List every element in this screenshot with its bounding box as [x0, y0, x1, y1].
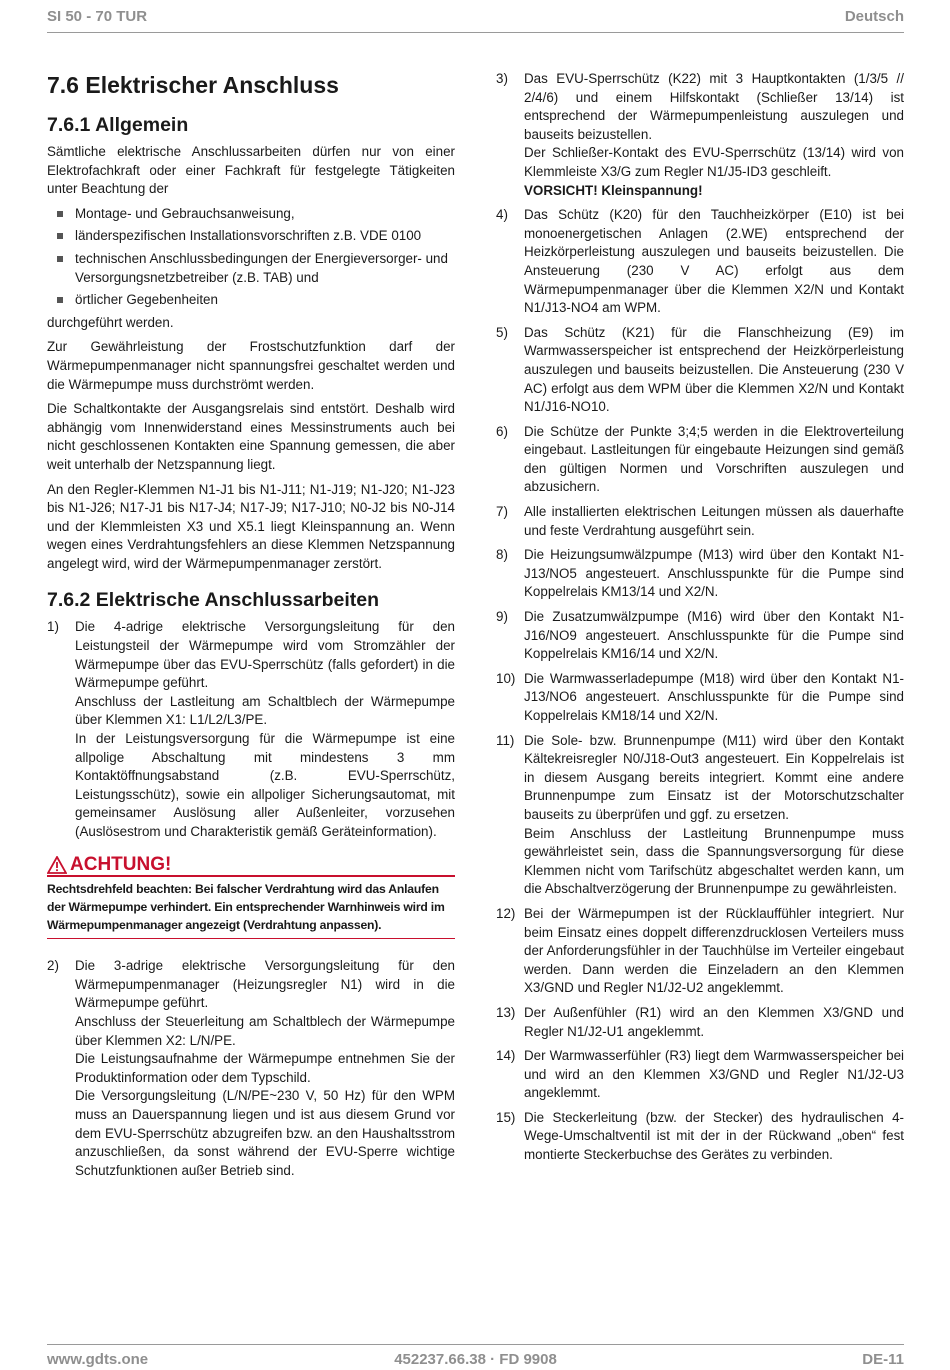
warning-box: [47, 853, 455, 940]
paragraph-frostschutz: Zur Gewährleistung der Frostschutzfunktion darf der Wärmepumpenmanager nicht spannungsfrei geschaltet werden und die Wärmepumpe muss durchströmt werden.: [47, 339, 455, 392]
list-item-13: 13) Der Außenfühler (R1) wird an den Klemmen X3/GND und Regler N1/J2-U1 angeklemmt.: [496, 1004, 904, 1039]
bullet-square-icon: [57, 233, 63, 239]
page-number: DE-11: [862, 1351, 904, 1368]
bullet-square-icon: [57, 297, 63, 303]
warning-text: Rechtsdrehfeld beachten: Bei falscher Verdrahtung wird das Anlaufen der Wärmepumpe verhindert. Ein entsprechender Warnhinweis wird im Wärmepumpenmanager angezeigt (Verdrahtung anpassen).: [47, 882, 445, 933]
list-item-11: 11) Die Sole- bzw. Brunnenpumpe (M11) wird über den Kontakt Kältekreisregler N0/J18-Out3 angesteuert. Ein Koppelrelais ist in diesem Ausgang bereits integriert. Kommt eine andere Brunnenpumpe zum Einsatz ist der Motorschutzschalter bauseits zu überprüfen und ggf. zu ersetzen. Beim Anschluss der Lastleitung Brunnenpumpe muss gewährleistet sein, dass die Spannungsversorgung für diese Klemmen nicht vom Tarifschütz abgeschaltet werden kann, um die Abschaltverzögerung der Brunnenpumpe zu gewährleisten.: [496, 732, 904, 897]
model-label: SI 50 - 70 TUR: [47, 8, 148, 25]
bullet-square-icon: [57, 211, 63, 217]
page-footer: [47, 1344, 904, 1369]
list-item-6: 6) Die Schütze der Punkte 3;4;5 werden in die Elektroverteilung eingebaut. Lastleitungen für eingebaute Heizungen sind gemäß den gültigen Normen und Vorschriften auszulegen und abzusichern.: [496, 423, 904, 495]
warning-triangle-icon: [47, 856, 67, 874]
right-column: [496, 70, 904, 1171]
paragraph-kleinspannung: An den Regler-Klemmen N1-J1 bis N1-J11; N1-J19; N1-J20; N1-J23 bis N1-J26; N17-J1 bis N17-J4; N17-J9; N17-J10; N0-J2 bis N0-J14 und der Klemmleisten X3 und X5.1 liegt Kleinspannung an. Wenn wegen eines Verdrahtungsfehlers an diese Klemmen Netzspannung angelegt wird, wird der Wärmepumpenmanager zerstört.: [47, 481, 455, 571]
list-item-7: 7) Alle installierten elektrischen Leitungen müssen als dauerhafte und feste Verdrahtung ausgeführt sein.: [496, 504, 904, 538]
language-label: Deutsch: [844, 8, 904, 25]
left-column: [47, 70, 455, 1186]
list-item-2: 2) Die 3-adrige elektrische Versorgungsleitung für den Wärmepumpenmanager (Heizungsregler N1) wird in die Wärmepumpe geführt. Anschluss der Steuerleitung am Schaltblech der Wärmepumpe über Klemmen X2: L/N/PE. Die Leistungsaufnahme der Wärmepumpe entnehmen Sie der Produktinformation oder dem Typschild. Die Versorgungsleitung (L/N/PE~230 V, 50 Hz) für den WPM muss an Dauerspannung liegen und ist aus diesem Grund vor dem EVU-Sperrschütz abzugreifen bzw. an den Haushaltsstrom anzuschließen, da sonst während der EVU-Sperre wichtige Schutzfunktionen außer Betrieb sind.: [47, 958, 455, 1178]
bullet-item: länderspezifischen Installationsvorschriften z.B. VDE 0100: [47, 227, 455, 246]
list-item-8: 8) Die Heizungsumwälzpumpe (M13) wird über den Kontakt N1-J13/NO5 angesteuert. Anschlusspunkte für die Pumpe sind Koppelrelais KM13/14 und X2/N.: [496, 547, 904, 600]
bullet-closing-text: durchgeführt werden.: [47, 314, 174, 330]
caution-text: VORSICHT! Kleinspannung!: [524, 182, 703, 198]
section-title: 7.6 Elektrischer Anschluss: [47, 72, 339, 98]
bullet-item: technischen Anschlussbedingungen der Energieversorger- und Versorgungsnetzbetreiber (z.B. TAB) und: [47, 250, 455, 287]
bullet-square-icon: [57, 256, 63, 262]
bullet-item: örtlicher Gegebenheiten: [47, 291, 455, 310]
page-header: [47, 8, 904, 33]
list-item-9: 9) Die Zusatzumwälzpumpe (M16) wird über den Kontakt N1-J16/NO9 angesteuert. Anschlusspunkte für die Pumpe sind Koppelrelais KM16/14 und X2/N.: [496, 609, 904, 662]
list-item-3: 3) Das EVU-Sperrschütz (K22) mit 3 Hauptkontakten (1/3/5 // 2/4/6) und einem Hilfskontakt (Schließer 13/14) ist entsprechend der Wärmepumpenleistung auszulegen und bauseits beizustellen. Der Schließer-Kontakt des EVU-Sperrschütz (13/14) wird von Klemmleiste X3/G zum Regler N1/J5-ID3 geschleift. VORSICHT! Kleinspannung!: [496, 70, 904, 200]
website-link[interactable]: www.gdts.one: [47, 1351, 149, 1368]
document-number: 452237.66.38 · FD 9908: [394, 1351, 557, 1368]
warning-title: ACHTUNG!: [70, 853, 172, 875]
bullet-item: Montage- und Gebrauchsanweisung,: [47, 205, 455, 224]
subsection-title-anschlussarbeiten: 7.6.2 Elektrische Anschlussarbeiten: [47, 589, 380, 612]
subsection-title-allgemein: 7.6.1 Allgemein: [47, 114, 189, 136]
list-item-4: 4) Das Schütz (K20) für den Tauchheizkörper (E10) ist bei monoenergetischen Anlagen (2.WE) entsprechend der Heizkörperleistung auszulegen und bauseits beizustellen. Die Ansteuerung (230 V AC) erfolgt aus dem Wärmepumpenmanager über die Klemmen X2/N und Kontakt N1/J13-NO4 am WPM.: [496, 207, 904, 316]
list-item-15: 15) Die Steckerleitung (bzw. der Stecker) des hydraulischen 4-Wege-Umschaltventil ist mit der in der Rückwand „oben“ fest montierte Steckerbuchse des Gerätes zu verbinden.: [496, 1109, 904, 1163]
list-item-12: 12) Bei der Wärmepumpen ist der Rücklauffühler integriert. Nur beim Einsatz eines doppelt differenzdrucklosen Verteilers muss der Anforderungsfühler in der Tauchhülse im Verteiler eingebaut werden. Dann werden die Einzeladern an den Klemmen X3/GND und Regler N1/J2-U2 angeklemmt.: [496, 905, 904, 996]
warning-header: [47, 853, 455, 878]
list-item-5: 5) Das Schütz (K21) für die Flanschheizung (E9) im Warmwasserspeicher ist entsprechend der Heizkörperleistung auszulegen und bauseits beizustellen. Die Ansteuerung (230 V AC) erfolgt aus dem WPM über die Klemmen X2/N und Kontakt N1/J16-NO10.: [496, 324, 904, 415]
list-item-14: 14) Der Warmwasserfühler (R3) liegt dem Warmwasserspeicher bei und wird an den Klemmen X3/GND und Regler N1/J2-U3 angeklemmt.: [496, 1048, 904, 1101]
list-item-10: 10) Die Warmwasserladepumpe (M18) wird über den Kontakt N1-J13/NO6 angesteuert. Anschlusspunkte für die Pumpe sind Koppelrelais KM18/14 und X2/N.: [496, 670, 904, 723]
intro-paragraph: Sämtliche elektrische Anschlussarbeiten dürfen nur von einer Elektrofachkraft oder einer Fachkraft für festgelegte Tätigkeiten unter Beachtung der: [47, 144, 455, 197]
list-item-1: 1) Die 4-adrige elektrische Versorgungsleitung für den Leistungsteil der Wärmepumpe wird vom Stromzähler der Wärmepumpe über das EVU-Sperrschütz (falls gefordert) in die Wärmepumpe geführt. Anschluss der Lastleitung am Schaltblech der Wärmepumpe über Klemmen X1: L1/L2/L3/PE. In der Leistungsversorgung für die Wärmepumpe ist eine allpolige Abschaltung mit mindestens 3 mm Kontaktöffnungsabstand (z.B. EVU-Sperrschütz, Leistungsschütz), sowie ein allpoliger Sicherungsautomat, mit gemeinsamer Auslösung aller Außenleiter, vorzusehen (Auslösestrom und Charakteristik gemäß Geräteinformation).: [47, 619, 455, 839]
paragraph-schaltkontakte: Die Schaltkontakte der Ausgangsrelais sind entstört. Deshalb wird abhängig vom Innenwiderstand eines Messinstruments auch bei nicht geschlossenen Kontakten eine Spannung gemessen, die aber weit unterhalb der Netzspannung liegt.: [47, 401, 455, 472]
